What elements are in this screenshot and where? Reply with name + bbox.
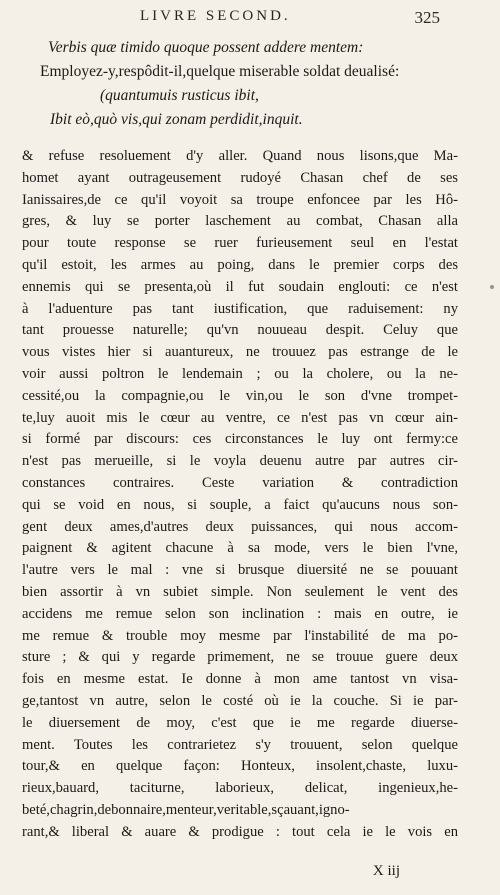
body-line: paignent & agitent chacune à sa mode, vers le bien l'vne,: [22, 540, 458, 557]
running-title: LIVRE SECOND.: [140, 8, 291, 24]
body-line: l'autre vers le mal : vne si brusque diuersité ne se pouuant: [22, 562, 458, 579]
body-line: gres, & luy se porter laschement au combat, Chasan alla: [22, 213, 458, 230]
body-line: qui se void en nous, si souple, a faict qu'aucuns nous son-: [22, 496, 458, 513]
body-line: à l'aduenture pas tant iustification, que raduisement: ny: [22, 300, 458, 317]
body-line: beté,chagrin,debonnaire,menteur,veritable,sçauant,igno-: [22, 801, 350, 818]
body-line: gent deux ames,d'autres deux puissances, qui nous accom-: [22, 518, 458, 535]
body-line: fois en mesme estat. Ie donne à mon ame tantost vn visa-: [22, 671, 458, 688]
body-line: tant prouesse naturelle; qu'vn nouueau despit. Celuy que: [22, 322, 458, 339]
body-line: le diuersement de moy, c'est que ie me regarde diuerse-: [22, 714, 458, 731]
verse-line: Employez-y,respôdit-il,quelque miserable soldat deualisé:: [40, 63, 400, 80]
body-line: accidens me remue selon son inclination : mais en outre, ie: [22, 605, 458, 622]
body-line: homet ayant outrageusement rudoyé Chasan chef de ses: [22, 169, 458, 186]
body-line: me remue & trouble moy mesme par l'instabilité de ma po-: [22, 627, 458, 644]
latin-verse-quotation: [40, 36, 460, 132]
body-line: pour toute response se ruer furieusement seul en l'estat: [22, 235, 458, 252]
body-line: cessité,ou la compagnie,ou le vin,ou le son d'vne trompet-: [22, 387, 458, 404]
body-line: sture ; & qui y regarde primement, ne se trouue guere deux: [22, 649, 458, 666]
verse-line: Verbis quæ timido quoque possent addere mentem:: [48, 39, 364, 56]
body-line: ment. Toutes les contrarietez s'y trouuent, selon quelque: [22, 736, 458, 753]
ink-speck: [490, 285, 494, 289]
page-header: [0, 8, 500, 32]
body-line: rant,& liberal & auare & prodigue : tout cela ie le vois en: [22, 823, 458, 840]
body-line: vous vistes hier si auantureux, ne trouuez pas estrange de le: [22, 344, 458, 361]
signature-mark: X iij: [372, 863, 400, 879]
body-line: si formé par discours: ces circonstances le luy ont fermy:ce: [22, 431, 458, 448]
body-line: rieux,bauard, taciturne, laborieux, delicat, ingenieux,he-: [22, 780, 458, 797]
body-line: & refuse resoluement d'y aller. Quand nous lisons,que Ma-: [22, 148, 458, 164]
body-line: te,luy auoit mis le cœur au ventre, ce n'est pas vn cœur ain-: [22, 409, 458, 426]
body-line: bien assortir à vn subiet simple. Non seulement le vent des: [22, 583, 458, 600]
body-text: [22, 146, 458, 844]
verse-line: Ibit eò,quò vis,qui zonam perdidit,inquit.: [50, 111, 303, 128]
body-line: constances contraires. Ceste variation & contradiction: [22, 474, 458, 491]
body-line: ge,tantost vn autre, selon le costé où ie la couche. Si ie par-: [22, 692, 458, 709]
body-line: voir aussi poltron le lendemain ; ou la cholere, ou la ne-: [22, 365, 458, 382]
body-line: qu'il estoit, les armes au poing, dans le premier corps des: [22, 256, 458, 273]
page-number: 325: [414, 8, 440, 27]
body-line: Ianissaires,de ce qu'il voyoit sa troupe enfoncee par les Hô-: [22, 191, 458, 208]
body-line: ennemis qui se presenta,où il fut soudain englouti: ce n'est: [22, 278, 458, 295]
verse-line: (quantumuis rusticus ibit,: [100, 87, 259, 104]
body-line: tour,& en quelque façon: Honteux, insolent,chaste, luxu-: [22, 758, 458, 775]
body-line: n'est pas merueille, si le voyla deuenu autre par autres cir-: [22, 453, 458, 470]
